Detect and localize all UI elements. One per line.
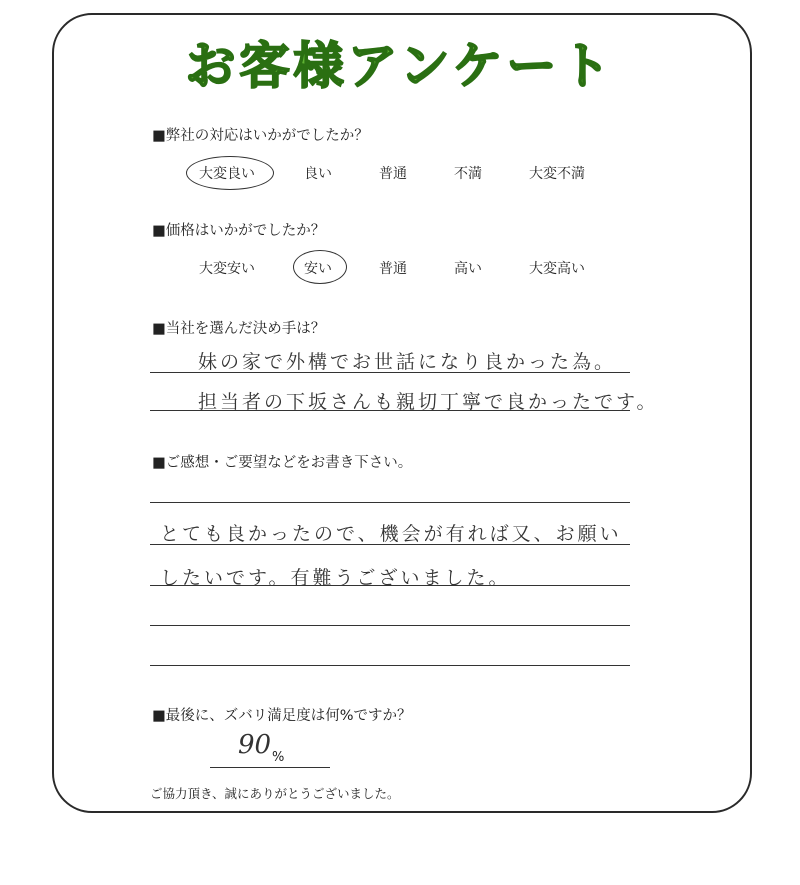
thank-you-note: ご協力頂き、誠にありがとうございました。	[150, 786, 400, 801]
survey-title: お客様アンケート	[185, 37, 615, 95]
option-price-1[interactable]: 大変安い	[199, 261, 255, 277]
answer-line	[150, 502, 630, 503]
answer-line	[150, 585, 630, 586]
question-service: ■弊社の対応はいかがでしたか？	[152, 128, 369, 144]
option-service-3[interactable]: 普通	[379, 166, 407, 182]
option-service-1[interactable]: 大変良い	[199, 166, 255, 182]
percent-unit: %	[272, 750, 285, 765]
option-price-2[interactable]: 安い	[304, 261, 332, 277]
handwritten-comment-line-1: とても良かったので、機会が有れば又、お願い	[160, 523, 622, 545]
answer-line	[150, 372, 630, 373]
option-service-5[interactable]: 大変不満	[529, 166, 585, 182]
option-price-4[interactable]: 高い	[454, 261, 482, 277]
handwritten-comment-line-2: したいです。有難うございました。	[160, 567, 511, 589]
question-price: ■価格はいかがでしたか？	[152, 223, 326, 239]
question-comments: ■ご感想・ご要望などをお書き下さい。	[152, 455, 413, 471]
satisfaction-value: 90	[238, 730, 272, 760]
answer-line	[150, 665, 630, 666]
option-price-3[interactable]: 普通	[379, 261, 407, 277]
question-satisfaction: ■最後に、ズバリ満足度は何%ですか？	[152, 708, 412, 724]
answer-line	[150, 625, 630, 626]
option-price-5[interactable]: 大変高い	[529, 261, 585, 277]
option-service-2[interactable]: 良い	[304, 166, 332, 182]
answer-line	[150, 410, 630, 411]
question-reason: ■当社を選んだ決め手は？	[152, 321, 326, 337]
option-service-4[interactable]: 不満	[454, 166, 482, 182]
satisfaction-line	[210, 767, 330, 768]
handwritten-reason-line-2: 担当者の下坂さんも親切丁寧で良かったです。	[198, 391, 659, 413]
handwritten-reason-line-1: 妹の家で外構でお世話になり良かった為。	[198, 351, 617, 373]
answer-line	[150, 544, 630, 545]
